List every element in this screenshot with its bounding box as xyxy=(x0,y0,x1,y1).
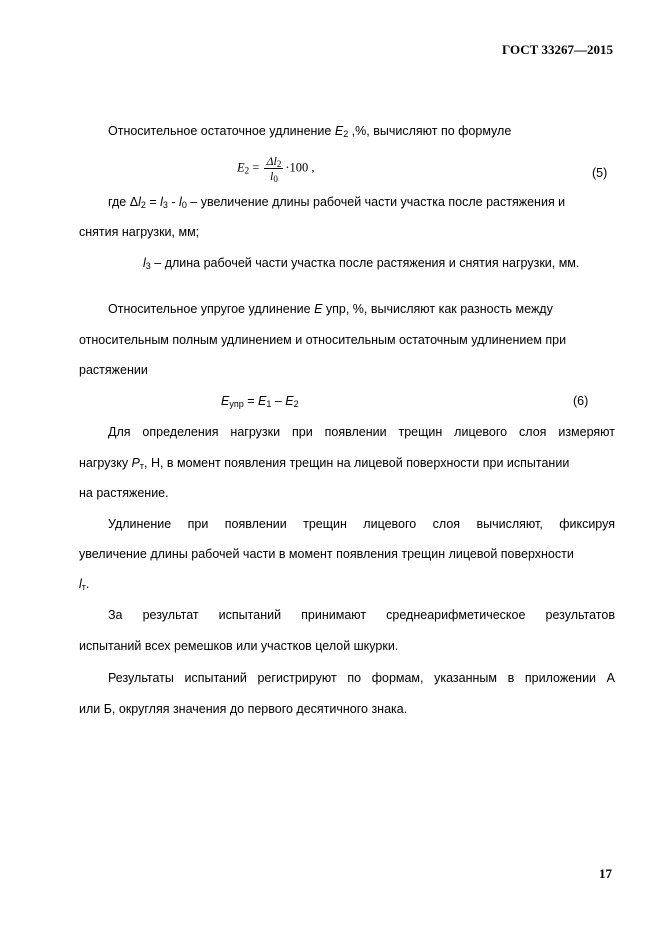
where5-l0: l xyxy=(179,195,182,209)
where5-l-sub: 2 xyxy=(140,200,146,210)
formula5-equals: = xyxy=(249,160,263,175)
where5-continuation: снятия нагрузки, мм; xyxy=(79,225,200,239)
para4-variable-sub: т xyxy=(81,582,86,592)
formula6-lhs: E xyxy=(221,394,230,408)
formula5-fraction xyxy=(264,154,283,183)
paragraph-elastic-elongation-line3: растяжении xyxy=(79,363,148,377)
para3-variable-sub: т xyxy=(139,461,145,471)
where-delta-l2 xyxy=(108,195,565,210)
para1-text-after: ,%, вычисляют по формуле xyxy=(348,124,512,138)
formula5-tail: ·100 , xyxy=(285,160,315,175)
formula-5 xyxy=(237,154,315,183)
where5b-l: l xyxy=(143,256,146,270)
where5b-l-sub: 3 xyxy=(145,261,151,271)
paragraph-elastic-elongation-line2: относительным полным удлинением и относительным остаточным удлинением при xyxy=(79,333,567,347)
where5-l3: l xyxy=(160,195,163,209)
para4-period: . xyxy=(85,577,90,591)
formula6-minus: – xyxy=(271,394,286,408)
where5-equals: = xyxy=(145,195,161,209)
formula5-den-text: l xyxy=(269,169,274,183)
para3-variable: P xyxy=(131,456,140,470)
where5-text: – увеличение длины рабочей части участка после растяжения и xyxy=(186,195,566,209)
paragraph-crack-load-line3: на растяжение. xyxy=(79,486,169,500)
where5-minus: - xyxy=(167,195,180,209)
para2-variable: E xyxy=(314,302,323,316)
formula6-lhs-sub: упр xyxy=(229,399,244,409)
paragraph-result-line1: За результат испытаний принимают среднеарифметическое результатов xyxy=(108,608,615,622)
where-l3 xyxy=(143,256,579,271)
para4-variable: l xyxy=(79,577,82,591)
formula5-lhs-sub: 2 xyxy=(244,165,250,176)
paragraph-registration-line2: или Б, округляя значения до первого десятичного знака. xyxy=(79,702,408,716)
para3-text-after: , Н, в момент появления трещин на лицевой поверхности при испытании xyxy=(144,456,570,470)
para1-variable: E xyxy=(334,124,344,138)
formula5-num-text: Δl xyxy=(266,154,277,168)
formula5-lhs: E xyxy=(237,160,245,175)
standard-header: ГОСТ 33267—2015 xyxy=(502,42,614,57)
paragraph-crack-load-line2 xyxy=(79,456,569,471)
page-number: 17 xyxy=(599,866,612,881)
paragraph-result-line2: испытаний всех ремешков или участков целой шкурки. xyxy=(79,639,399,653)
formula6-e2: E xyxy=(285,394,294,408)
where5-lead: где Δ xyxy=(108,195,139,209)
paragraph-elastic-elongation-line1 xyxy=(108,302,553,317)
where5-l3-sub: 3 xyxy=(162,200,168,210)
formula6-e1: E xyxy=(257,394,267,408)
paragraph-registration-line1: Результаты испытаний регистрируют по формам, указанным в приложении А xyxy=(108,671,615,685)
where5-l0-sub: 0 xyxy=(181,200,187,210)
para2-text-after: упр, %, вычисляют как разность между xyxy=(322,302,553,316)
paragraph-crack-elongation-line2: увеличение длины рабочей части в момент появления трещин лицевой поверхности xyxy=(79,547,574,561)
formula5-numerator xyxy=(264,154,283,169)
formula5-denominator xyxy=(264,169,283,183)
where5-l: l xyxy=(138,195,141,209)
para1-text-before: Относительное остаточное удлинение xyxy=(108,124,335,138)
formula-6 xyxy=(221,394,299,409)
paragraph-residual-elongation xyxy=(108,124,511,139)
para2-text-before: Относительное упругое удлинение xyxy=(108,302,315,316)
formula6-e1-sub: 1 xyxy=(266,399,272,409)
formula6-e2-sub: 2 xyxy=(293,399,299,409)
where5b-text: – длина рабочей части участка после растяжения и снятия нагрузки, мм. xyxy=(150,256,580,270)
formula5-den-sub: 0 xyxy=(273,174,278,184)
paragraph-crack-load-line1: Для определения нагрузки при появлении трещин лицевого слоя измеряют xyxy=(108,425,615,439)
formula6-equals: = xyxy=(243,394,258,408)
formula5-num-sub: 2 xyxy=(276,159,282,169)
formula-6-number: (6) xyxy=(573,394,589,408)
para1-variable-sub: 2 xyxy=(343,129,349,139)
paragraph-crack-elongation-line1: Удлинение при появлении трещин лицевого слоя вычисляют, фиксируя xyxy=(108,517,615,531)
formula-5-number: (5) xyxy=(592,166,608,180)
paragraph-crack-elongation-line3 xyxy=(79,577,89,592)
para3-text-before: нагрузку xyxy=(79,456,132,470)
